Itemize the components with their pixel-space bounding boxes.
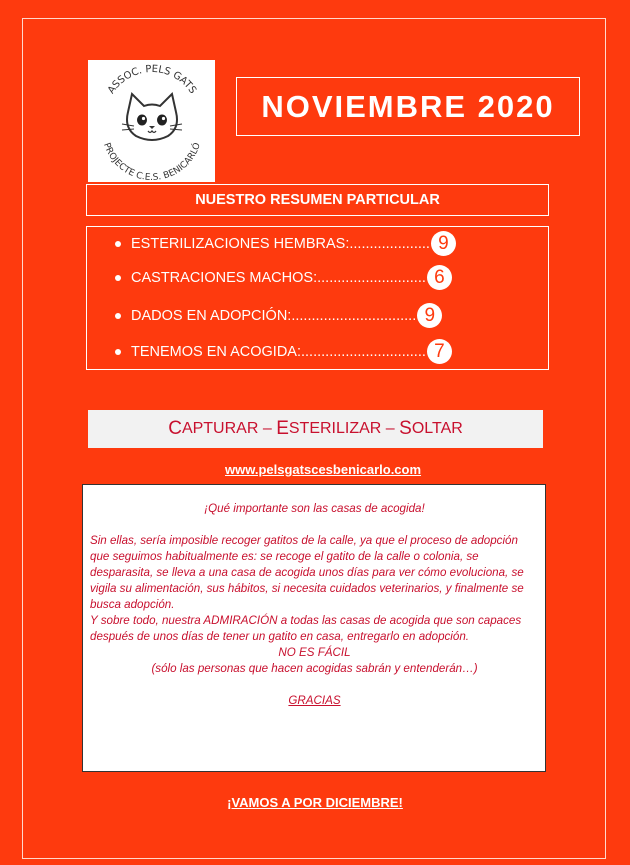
stat-value: 7: [427, 339, 452, 364]
stat-item-sterilizations: [115, 231, 456, 256]
bullet-icon: [115, 241, 121, 247]
stat-label: ESTERILIZACIONES HEMBRAS:: [131, 235, 350, 252]
slogan-banner: [88, 410, 543, 448]
message-heading: ¡Qué importante son las casas de acogida!: [204, 502, 425, 515]
stats-list: [86, 226, 549, 370]
slogan-word: STERILIZAR: [288, 420, 382, 437]
stat-label: TENEMOS EN ACOGIDA:: [131, 343, 301, 360]
bullet-icon: [115, 313, 121, 319]
association-logo: [88, 60, 215, 182]
slogan-separator: –: [258, 420, 277, 437]
bullet-icon: [115, 275, 121, 281]
page-title: NOVIEMBRE 2020: [236, 77, 580, 136]
slogan-initial: S: [399, 418, 412, 439]
not-easy-text: NO ES FÁCIL: [278, 646, 351, 659]
logo-top-text: ASSOC. PELS GATS: [105, 63, 199, 96]
stat-dots: ...............................: [291, 307, 417, 324]
summary-heading: NUESTRO RESUMEN PARTICULAR: [86, 184, 549, 216]
stat-label: CASTRACIONES MACHOS:: [131, 269, 318, 286]
slogan-separator: –: [381, 420, 400, 437]
stat-value: 6: [427, 265, 452, 290]
stat-item-adoptions: [115, 303, 442, 328]
slogan-initial: E: [276, 418, 289, 439]
stat-item-foster: [115, 339, 452, 364]
bullet-icon: [115, 349, 121, 355]
website-link[interactable]: www.pelsgatscesbenicarlo.com: [225, 462, 422, 477]
logo-bottom-text: PROJECTE C.E.S. BENICARLÓ: [101, 141, 203, 182]
stat-value: 9: [417, 303, 442, 328]
slogan-word: APTURAR: [181, 420, 259, 437]
thanks-text: GRACIAS: [288, 694, 341, 707]
stat-item-castrations: [115, 265, 452, 290]
cat-face-icon: [88, 60, 215, 182]
slogan-initial: C: [168, 418, 182, 439]
stat-dots: ...........................: [317, 269, 426, 286]
message-note: (sólo las personas que hacen acogidas sabrán y entenderán…): [151, 662, 478, 675]
message-box: [82, 484, 546, 772]
message-paragraph: Sin ellas, sería imposible recoger gatitos de la calle, ya que el proceso de adopción que seguimos habitualmente es: se recoge el gatito de la calle o colonia, se desparasita, se lleva a una casa de acogida unos días para ver cómo evoluciona, se vigila su alimentación, sus hábitos, si necesita cuidados veterinarios, y finalmente se busca adopción.: [90, 534, 524, 611]
stat-dots: ...............................: [301, 343, 426, 360]
stat-value: 9: [431, 231, 456, 256]
slogan-word: OLTAR: [411, 420, 463, 437]
closing-text: ¡VAMOS A POR DICIEMBRE!: [227, 795, 403, 810]
stat-label: DADOS EN ADOPCIÓN:: [131, 307, 292, 324]
message-paragraph: Y sobre todo, nuestra ADMIRACIÓN a todas las casas de acogida que son capaces después de unos días de tener un gatito en casa, entregarlo en adopción.: [90, 614, 522, 643]
stat-dots: ....................: [349, 235, 430, 252]
